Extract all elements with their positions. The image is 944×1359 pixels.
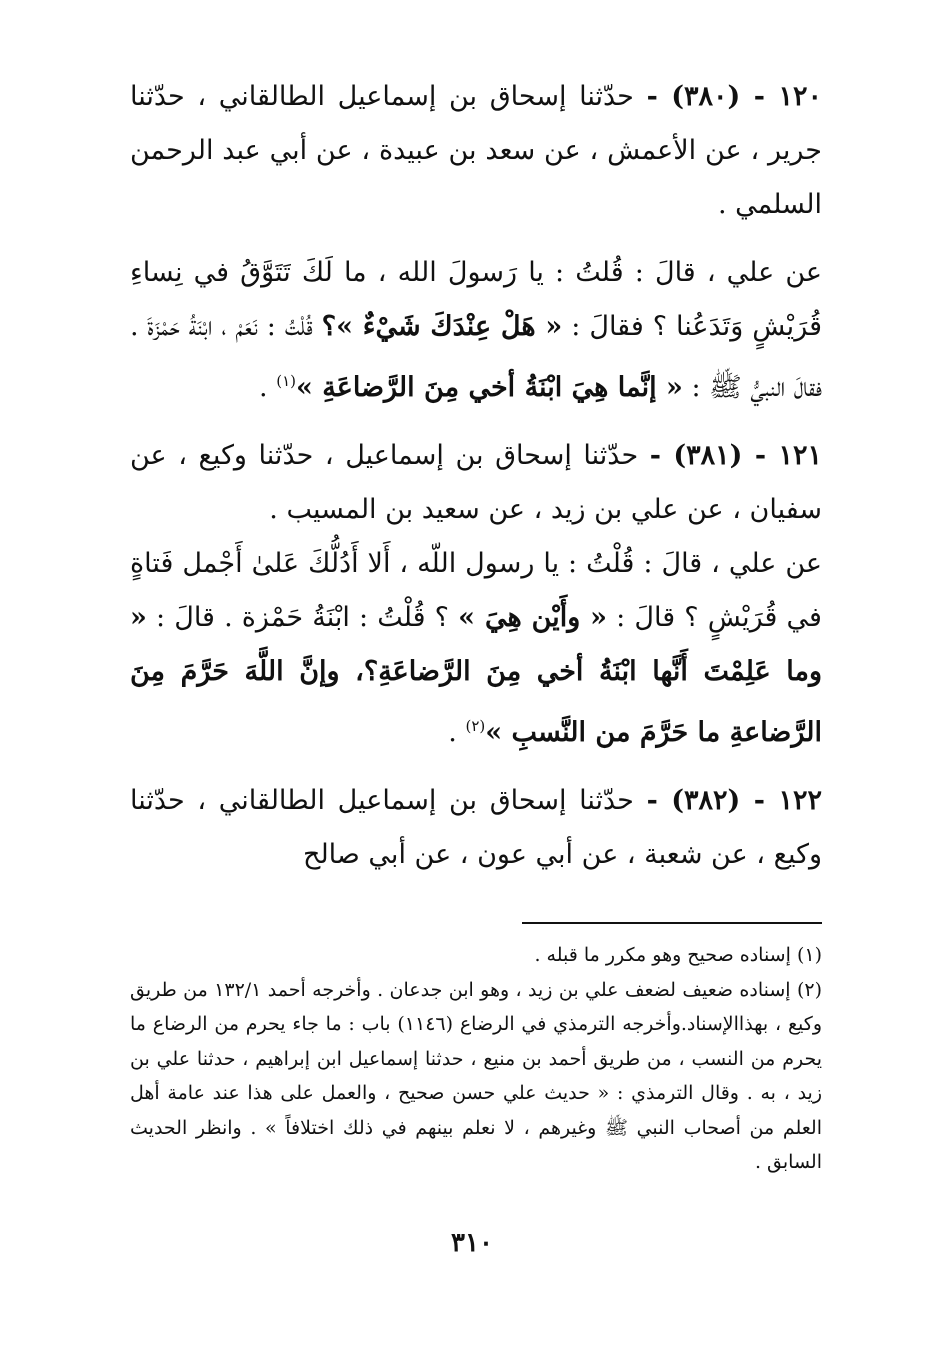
main-text: [130, 70, 822, 882]
hadith-120-text-a: عن علي ، قالَ : قُلتُ : يا رَسولَ الله ، ما لَكَ تَتَوَّقُ في نِساءِ قُرَيْشٍ وَتَدَعُنا ؟ فقالَ :: [130, 257, 822, 342]
footnote-ref-1: (١): [276, 372, 297, 390]
hadith-121-quote-1: « وأَيْن هِيَ »: [458, 602, 608, 633]
footnote-2: [130, 973, 822, 1180]
hadith-121-isnad: [130, 429, 822, 537]
footnote-ref-2: (٢): [465, 717, 486, 735]
hadith-121-text-a: عن علي ، قالَ : قُلْتُ : يا رسول اللّه ، أَلا أَدُلُّكَ عَلىٰ أَجْمل فَتاةٍ في قُرَيْشٍ ؟ قالَ :: [130, 548, 822, 633]
hadith-120-matn: [130, 246, 822, 415]
footnote-divider: [522, 922, 822, 924]
footnote-1-text: إسناده صحيح وهو مكرر ما قبله .: [534, 944, 791, 966]
footnote-2-text: إسناده ضعيف لضعف علي بن زيد ، وهو ابن جدعان . وأخرجه أحمد ١٣٢/١ من طريق وكيع ، بهذاالإسناد.وأخرجه الترمذي في الرضاع (١١٤٦) باب : ما جاء يحرم من الرضاع ما يحرم من النسب ، من طريق أحمد بن منيع ، حدثنا إسماعيل ابن إبراهيم ، حدثنا علي بن زيد ، به . وقال الترمذي : « حديث علي حسن صحيح ، والعمل على هذا عند عامة أهل العلم من أصحاب النبي ﷺ وغيرهم ، لا نعلم بينهم في ذلك اختلافاً » . وانظر الحديث السابق .: [130, 978, 823, 1173]
hadith-120-chain: حدّثنا إسحاق بن إسماعيل الطالقاني ، حدّثنا جرير ، عن الأعمش ، عن سعد بن عبيدة ، عن أبي عبد الرحمن السلمي .: [130, 81, 822, 220]
hadith-121-end: .: [448, 717, 457, 748]
hadith-121-quote-2: « وما عَلِمْتَ أَنَّها ابْنَةُ أخي مِنَ الرَّضاعَةِ؟، وإنَّ اللَّهَ حَرَّمَ مِنَ الرَّضاعةِ ما حَرَّمَ من النَّسبِ »: [130, 602, 822, 748]
hadith-122-chain: حدّثنا إسحاق بن إسماعيل الطالقاني ، حدّثنا وكيع ، عن شعبة ، عن أبي عون ، عن أبي صالح: [130, 785, 822, 870]
hadith-121-chain: حدّثنا إسحاق بن إسماعيل ، حدّثنا وكيع ، عن سفيان ، عن علي بن زيد ، عن سعيد بن المسيب .: [130, 440, 822, 525]
footnote-1-number: (١): [796, 944, 822, 966]
footnote-1: [130, 938, 822, 973]
footnote-2-number: (٢): [796, 978, 822, 1001]
hadith-122-isnad: [130, 774, 822, 882]
hadith-120-quote-1: « هَلْ عِنْدَكَ شَيْءٌ »؟: [321, 311, 563, 342]
hadith-121-matn: [130, 537, 822, 760]
hadith-121-number: ١٢١ - (٣٨١) -: [649, 440, 822, 471]
hadith-122-number: ١٢٢ - (٣٨٢) -: [646, 785, 822, 816]
hadith-120-quote-2: « إنَّما هِيَ ابْنَةُ أخي مِنَ الرَّضاعَةِ »: [296, 372, 683, 403]
hadith-120-end: .: [259, 372, 268, 403]
hadith-121-text-b: ؟ قُلْتُ : ابْنَةُ حَمْزة . قالَ :: [156, 602, 450, 633]
hadith-120-text-b: قُلْتُ : نَعَمْ ، ابْنَةُ حَمْزَةَ . فقالَ النبيُّ ﷺ :: [130, 311, 822, 403]
hadith-120-number: ١٢٠ - (٣٨٠) -: [646, 81, 822, 112]
footnotes: [130, 938, 822, 1180]
page-number: ٣١٠: [451, 1228, 493, 1258]
hadith-120-isnad: [130, 70, 822, 232]
